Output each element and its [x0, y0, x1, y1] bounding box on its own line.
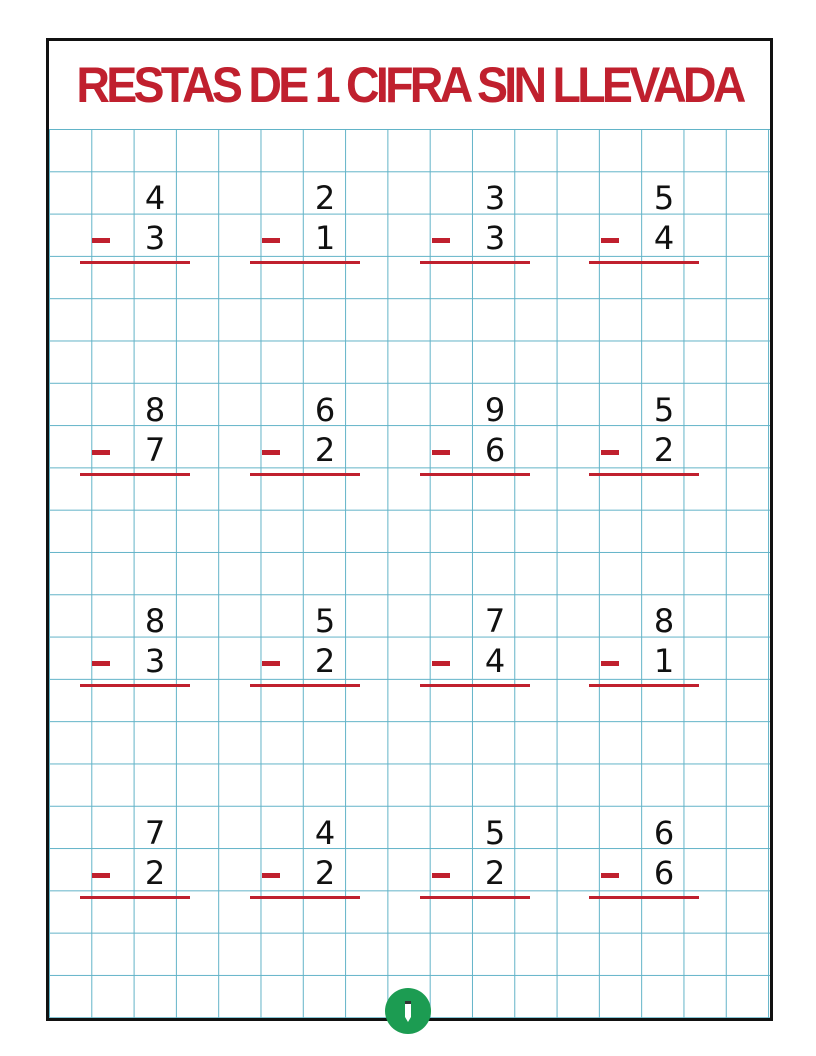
- subtrahend: 2: [484, 854, 506, 892]
- pencil-logo-icon: [394, 997, 422, 1025]
- subtraction-problem: [589, 393, 699, 483]
- minus-sign-icon: [432, 450, 450, 455]
- subtraction-problem: [250, 181, 360, 271]
- minuend: 8: [653, 602, 675, 640]
- subtraction-problem: [250, 604, 360, 694]
- subtrahend: 2: [314, 642, 336, 680]
- subtraction-problem: [250, 393, 360, 483]
- minuend: 8: [144, 602, 166, 640]
- subtrahend: 2: [653, 431, 675, 469]
- minus-sign-icon: [601, 238, 619, 243]
- subtrahend: 6: [653, 854, 675, 892]
- answer-line: [420, 261, 530, 264]
- subtrahend: 3: [484, 219, 506, 257]
- minus-sign-icon: [601, 450, 619, 455]
- subtraction-problem: [589, 816, 699, 906]
- minuend: 8: [144, 391, 166, 429]
- answer-line: [589, 473, 699, 476]
- minus-sign-icon: [432, 238, 450, 243]
- answer-line: [250, 261, 360, 264]
- minus-sign-icon: [262, 873, 280, 878]
- minus-sign-icon: [432, 873, 450, 878]
- minuend: 2: [314, 179, 336, 217]
- subtraction-problem: [420, 393, 530, 483]
- minus-sign-icon: [601, 661, 619, 666]
- minus-sign-icon: [262, 450, 280, 455]
- subtrahend: 7: [144, 431, 166, 469]
- subtraction-problem: [80, 393, 190, 483]
- subtraction-problem: [420, 181, 530, 271]
- subtrahend: 6: [484, 431, 506, 469]
- subtrahend: 2: [144, 854, 166, 892]
- footer-logo: [385, 988, 431, 1034]
- subtraction-problem: [420, 604, 530, 694]
- subtrahend: 2: [314, 431, 336, 469]
- minuend: 5: [653, 179, 675, 217]
- minuend: 7: [484, 602, 506, 640]
- subtrahend: 1: [314, 219, 336, 257]
- minuend: 5: [314, 602, 336, 640]
- answer-line: [589, 261, 699, 264]
- answer-line: [589, 896, 699, 899]
- answer-line: [80, 261, 190, 264]
- minuend: 6: [653, 814, 675, 852]
- worksheet-sheet: [46, 38, 773, 1021]
- answer-line: [80, 896, 190, 899]
- minus-sign-icon: [262, 661, 280, 666]
- answer-line: [80, 473, 190, 476]
- minuend: 5: [653, 391, 675, 429]
- answer-line: [250, 473, 360, 476]
- subtraction-problem: [420, 816, 530, 906]
- minuend: 3: [484, 179, 506, 217]
- answer-line: [80, 684, 190, 687]
- minus-sign-icon: [432, 661, 450, 666]
- answer-line: [420, 896, 530, 899]
- subtraction-problem: [80, 181, 190, 271]
- subtrahend: 4: [653, 219, 675, 257]
- minuend: 4: [314, 814, 336, 852]
- subtraction-problem: [80, 816, 190, 906]
- subtrahend: 1: [653, 642, 675, 680]
- answer-line: [420, 473, 530, 476]
- answer-line: [420, 684, 530, 687]
- minus-sign-icon: [92, 661, 110, 666]
- minuend: 5: [484, 814, 506, 852]
- subtraction-problem: [589, 604, 699, 694]
- minuend: 6: [314, 391, 336, 429]
- minuend: 7: [144, 814, 166, 852]
- minus-sign-icon: [92, 238, 110, 243]
- minuend: 9: [484, 391, 506, 429]
- minus-sign-icon: [92, 450, 110, 455]
- subtraction-problem: [589, 181, 699, 271]
- minuend: 4: [144, 179, 166, 217]
- minus-sign-icon: [262, 238, 280, 243]
- subtrahend: 3: [144, 219, 166, 257]
- subtrahend: 4: [484, 642, 506, 680]
- subtrahend: 3: [144, 642, 166, 680]
- answer-line: [250, 896, 360, 899]
- minus-sign-icon: [601, 873, 619, 878]
- answer-line: [589, 684, 699, 687]
- subtraction-problem: [80, 604, 190, 694]
- answer-line: [250, 684, 360, 687]
- minus-sign-icon: [92, 873, 110, 878]
- subtrahend: 2: [314, 854, 336, 892]
- page-title: RESTAS DE 1 CIFRA SIN LLEVADA: [76, 57, 743, 113]
- subtraction-problem: [250, 816, 360, 906]
